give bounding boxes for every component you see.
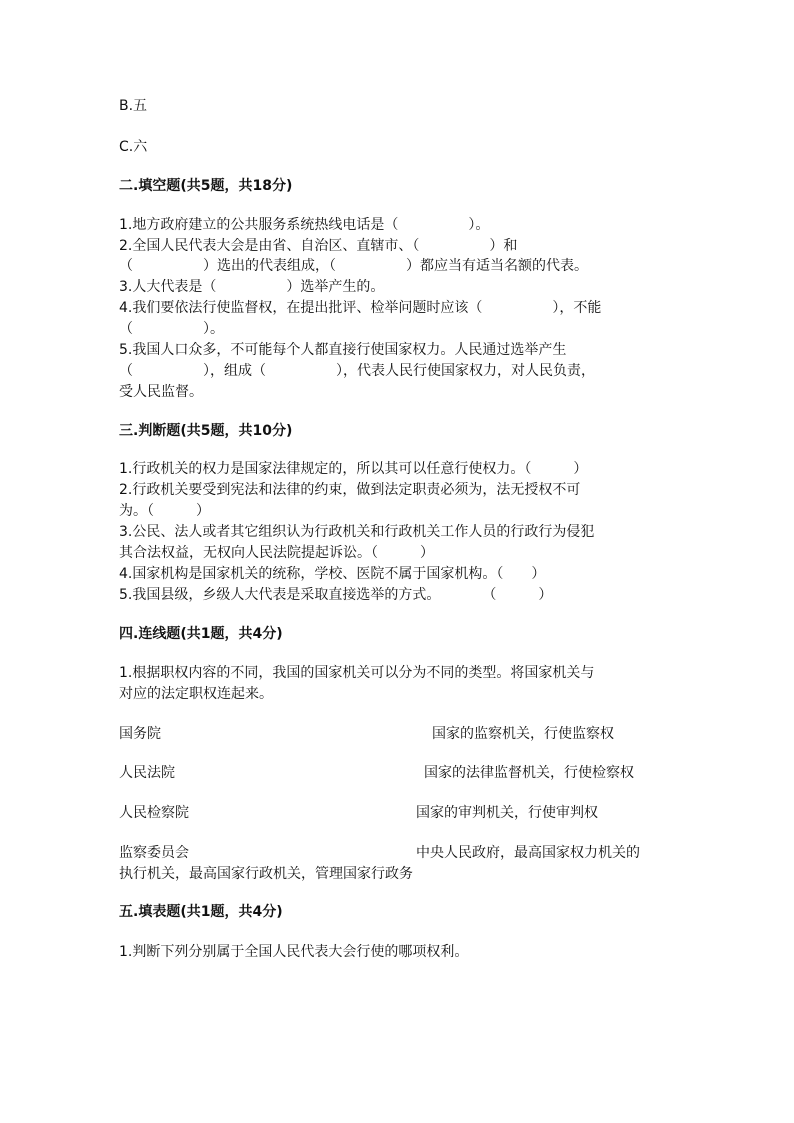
section-3-heading: 三.判断题(共5题，共10分) <box>119 423 293 439</box>
judge-q3-line-2: 其合法权益，无权向人民法院提起诉讼。（ ） <box>119 545 434 561</box>
match-right-item: 国家的审判机关，行使审判权 <box>416 805 598 821</box>
judge-q5-line: 5.我国县级，乡级人大代表是采取直接选举的方式。 （ ） <box>119 587 553 603</box>
match-left-item: 国务院 <box>119 726 161 742</box>
fill-q2-line-2: （ ）选出的代表组成，（ ）都应当有适当名额的代表。 <box>119 258 588 274</box>
fill-q4-line-1: 4.我们要依法行使监督权，在提出批评、检举问题时应该（ ），不能 <box>119 300 602 316</box>
judge-q2-line-2: 为。（ ） <box>119 503 210 519</box>
section-4-heading: 四.连线题(共1题，共4分) <box>119 626 283 642</box>
fill-q5-line-3: 受人民监督。 <box>119 384 203 400</box>
match-right-item: 中央人民政府，最高国家权力机关的 <box>416 845 640 861</box>
fill-q4-line-2: （ ）。 <box>119 321 224 337</box>
judge-q4-line: 4.国家机构是国家机关的统称，学校、医院不属于国家机构。（ ） <box>119 566 546 582</box>
judge-q1-line: 1.行政机关的权力是国家法律规定的，所以其可以任意行使权力。（ ） <box>119 461 588 477</box>
option-b: B.五 <box>119 98 148 114</box>
fill-q3-line: 3.人大代表是（ ）选举产生的。 <box>119 279 385 295</box>
match-left-item: 监察委员会 <box>119 845 189 861</box>
match-intro-line-2: 对应的法定职权连起来。 <box>119 686 273 702</box>
section-5-heading: 五.填表题(共1题，共4分) <box>119 904 283 920</box>
match-right-item: 国家的法律监督机关，行使检察权 <box>424 765 634 781</box>
match-left-item: 人民检察院 <box>119 805 189 821</box>
match-right-continuation: 执行机关，最高国家行政机关，管理国家行政务 <box>119 866 413 882</box>
match-intro-line-1: 1.根据职权内容的不同，我国的国家机关可以分为不同的类型。将国家机关与 <box>119 665 595 681</box>
fill-q1-line: 1.地方政府建立的公共服务系统热线电话是（ ）。 <box>119 217 490 233</box>
fill-q5-line-2: （ ），组成（ ），代表人民行使国家权力，对人民负责， <box>119 363 595 379</box>
judge-q2-line-1: 2.行政机关要受到宪法和法律的约束，做到法定职责必须为，法无授权不可 <box>119 482 581 498</box>
fill-q5-line-1: 5.我国人口众多，不可能每个人都直接行使国家权力。人民通过选举产生 <box>119 342 567 358</box>
table-intro-line: 1.判断下列分别属于全国人民代表大会行使的哪项权利。 <box>119 944 469 960</box>
match-right-item: 国家的监察机关，行使监察权 <box>432 726 614 742</box>
fill-q2-line-1: 2.全国人民代表大会是由省、自治区、直辖市、（ ）和 <box>119 238 518 254</box>
section-2-heading: 二.填空题(共5题，共18分) <box>119 178 293 194</box>
judge-q3-line-1: 3.公民、法人或者其它组织认为行政机关和行政机关工作人员的行政行为侵犯 <box>119 524 595 540</box>
option-c: C.六 <box>119 139 148 155</box>
match-left-item: 人民法院 <box>119 765 175 781</box>
